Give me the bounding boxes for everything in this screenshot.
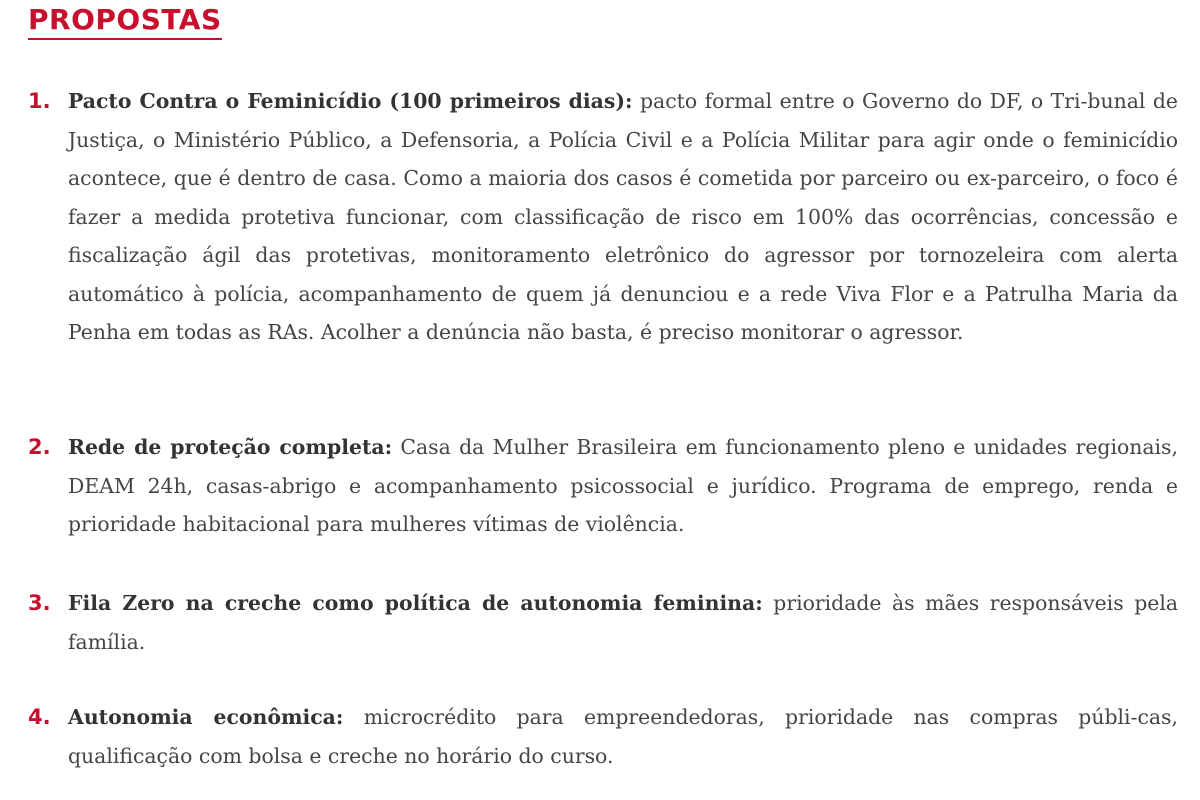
proposal-title: Autonomia econômica: xyxy=(68,705,344,729)
proposal-body: Casa da Mulher Brasileira em funcionamento pleno e unidades regionais, DEAM 24h, casas-abrigo e acompanhamento psicossocial e jurídico. Programa de emprego, renda e prioridade habitacional para mulheres vítimas de violência. xyxy=(68,435,1178,536)
proposal-text xyxy=(68,82,1178,352)
proposal-text xyxy=(68,428,1178,544)
proposal-number: 4. xyxy=(28,705,51,729)
section-heading: PROPOSTAS xyxy=(28,4,222,40)
proposal-title: Rede de proteção completa: xyxy=(68,435,393,459)
proposal-number: 2. xyxy=(28,435,51,459)
proposal-text xyxy=(68,698,1178,775)
proposal-body: microcrédito para empreendedoras, prioridade nas compras públi-cas, qualificação com bolsa e creche no horário do curso. xyxy=(68,705,1178,768)
proposal-title: Fila Zero na creche como política de autonomia feminina: xyxy=(68,591,763,615)
proposal-body: pacto formal entre o Governo do DF, o Tri-bunal de Justiça, o Ministério Público, a Defensoria, a Polícia Civil e a Polícia Militar para agir onde o feminicídio acontece, que é dentro de casa. Como a maioria dos casos é cometida por parceiro ou ex-parceiro, o foco é fazer a medida protetiva funcionar, com classificação de risco em 100% das ocorrências, concessão e fiscalização ágil das protetivas, monitoramento eletrônico do agressor por tornozeleira com alerta automático à polícia, acompanhamento de quem já denunciou e a rede Viva Flor e a Patrulha Maria da Penha em todas as RAs. Acolher a denúncia não basta, é preciso monitorar o agressor. xyxy=(68,89,1178,344)
proposal-number: 3. xyxy=(28,591,51,615)
proposal-body: prioridade às mães responsáveis pela família. xyxy=(68,591,1179,654)
proposal-number: 1. xyxy=(28,89,51,113)
proposal-title: Pacto Contra o Feminicídio (100 primeiros dias): xyxy=(68,89,633,113)
proposal-text xyxy=(68,584,1178,661)
